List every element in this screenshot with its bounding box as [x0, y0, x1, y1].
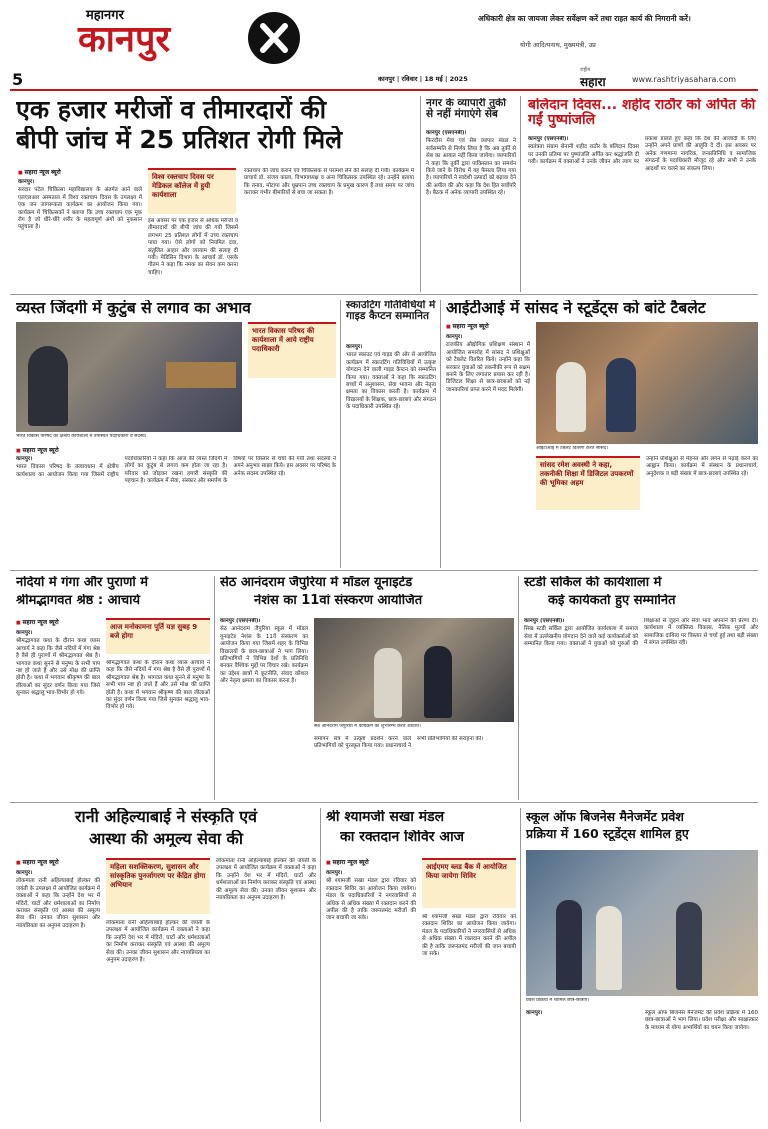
a2-headline: नगर के व्यापारी तुर्की से नहीं मंगाएंगे सेब — [426, 98, 506, 121]
page-number: 5 — [12, 70, 24, 89]
a10-headline-1: रानी अहिल्याबाई ने संस्कृति एवं — [75, 808, 257, 826]
a4-body — [16, 456, 336, 566]
a4-place: कानपुर। — [16, 456, 33, 462]
divider — [520, 808, 521, 1122]
website-url[interactable]: www.rashtriyasahara.com — [632, 75, 737, 84]
a12-photo-caption: प्रवेश प्रक्रिया में शामिल छात्र-छात्राएं। — [526, 998, 590, 1003]
a6-byline: ■ सहारा न्यूज ब्यूरो — [446, 322, 530, 330]
a8-headline-2: नेशंस का 11वां संस्करण आयोजित — [254, 594, 423, 608]
a9-body-text: सिख स्टडी सर्किल द्वारा आयोजित कार्यशाला में समाज सेवा में उल्लेखनीय योगदान देने वाले कई कार्यकर्ताओं को सम्मानित किया गया। वक्ताओं ने युवाओं को गुरुओं की शिक्षाओं से जुड़ने और सेवा भाव अपनाने की प्रेरणा दी। कार्यशाला में व्यक्तित्व विकास, नैतिक मूल्यों और सामाजिक दायित्व पर विस्तार से चर्चा हुई तथा बड़ी संख्या में संगत उपस्थित रही। — [524, 618, 758, 648]
a1-byline: ■ सहारा न्यूज ब्यूरो — [18, 168, 142, 176]
a11-body-2: श्री श्यामजी सखा मंडल द्वारा रविवार को रक्तदान शिविर का आयोजन किया जायेगा। मंडल के पदाधिकारियों ने नगरवासियों से अधिक से अधिक संख्या में रक्तदान करने की अपील की है ताकि जरूरतमंद मरीजों की जान बचायी जा सके। — [422, 914, 516, 958]
a8-photo-caption: सेठ आनंदराम जैपुरिया में कार्यक्रम का शुभारम्भ करते अतिथि। — [314, 724, 421, 729]
a1-headline-1: एक हजार मरीजों व तीमारदारों की — [16, 96, 327, 123]
divider — [440, 300, 441, 568]
a11-body — [326, 870, 416, 1120]
a10-highlight-box: महिला सशक्तिकरण, सुशासन और सांस्कृतिक पुनर्जागरण पर केंद्रित होगा अभियान — [106, 858, 210, 914]
a11-byline: ■ सहारा न्यूज ब्यूरो — [326, 858, 416, 866]
a3-body — [528, 136, 756, 290]
a4-body-text: भारत विकास परिषद के तत्वावधान में क्षेत्रीय कार्यशाला का आयोजन किया गया जिसमें राष्ट्रीय पदाधिकारियों ने कहा कि आज की व्यस्त जिंदगी में लोगों का कुटुंब से लगाव कम होता जा रहा है। परिवार को जोड़कर रखना हमारी संस्कृति की पहचान है। कार्यक्रम में सेवा, संस्कार और समर्पण के विषयों पर विस्तार से चर्चा की गयी तथा सदस्यों ने अपने अनुभव साझा किये। इस अवसर पर परिषद के अनेक सदस्य उपस्थित रहे। — [16, 456, 336, 485]
a4-photo-caption: भारत विकास परिषद की क्षेत्रीय कार्यशाला में उपस्थित पदाधिकारी व सदस्य। — [16, 434, 147, 439]
a8-photo — [314, 618, 514, 722]
divider — [214, 576, 215, 800]
a7-body-2: श्रीमद्भागवत कथा के दौरान कथा व्यास आचार्य ने कहा कि जैसे नदियों में गंगा श्रेष्ठ है वैसे ही पुराणों में श्रीमद्भागवत श्रेष्ठ है। भागवत कथा सुनने से मनुष्य के सभी पाप नष्ट हो जाते हैं और उसे मोक्ष की प्राप्ति होती है। कथा में भगवान श्रीकृष्ण की बाल लीलाओं का सुंदर वर्णन किया गया जिसे सुनकर श्रद्धालु भाव-विभोर हो गये। — [106, 660, 210, 711]
a6-headline: आईटीआई में सांसद ने स्टूडेंट्स को बांटे टैबलेट — [446, 300, 706, 317]
a9-place: कानपुर (एसएनबी)। — [524, 618, 565, 624]
a9-headline-1: स्टडी सर्किल की कार्यशाला में — [524, 576, 662, 590]
a10-body — [16, 870, 100, 1120]
a6-photo — [536, 322, 758, 444]
a8-headline-1: सेठ आनंदराम जैपुरिया में मॉडल यूनाइटेड — [220, 576, 413, 590]
divider — [340, 300, 341, 568]
a5-body-text: भारत स्काउट एवं गाइड की ओर से आयोजित कार्यक्रम में स्काउटिंग गतिविधियों में उत्कृष्ट योगदान देने वाली गाइड कैप्टन को सम्मानित किया गया। वक्ताओं ने कहा कि स्काउटिंग बच्चों में अनुशासन, सेवा भावना और नेतृत्व क्षमता का विकास करती है। कार्यक्रम में विद्यालयों के शिक्षक, छात्र-छात्राएं और संगठन के पदाधिकारी उपस्थित रहे। — [346, 352, 436, 411]
a5-body — [346, 344, 436, 566]
brand-prefix: राष्ट्रीय — [580, 67, 591, 73]
a1-col3: रक्तचाप की जांच कराने एवं चिकित्सक से परामर्श लेने की सलाह दी गयी। कार्यक्रम में प्राचार्य डॉ. संजय काला, विभागाध्यक्ष व अन्य चिकित्सक उपस्थित रहे। उन्होंने बताया कि तनाव, मोटापा और धूम्रपान उच्च रक्तचाप के प्रमुख कारण हैं तथा समय पर जांच कराकर गंभीर बीमारियों से बचा जा सकता है। — [244, 168, 414, 197]
masthead-small-title: महानगर — [86, 8, 124, 23]
a2-place: कानपुर (एसएनबी)। — [426, 130, 467, 136]
a10-body-3: लोकमाता रानी अहिल्याबाई होल्कर की जयंती के उपलक्ष्य में आयोजित कार्यक्रम में वक्ताओं ने कहा कि उन्होंने देश भर में मंदिरों, घाटों और धर्मशालाओं का निर्माण कराकर संस्कृति एवं आस्था की अमूल्य सेवा की। उनका जीवन सुशासन और न्यायप्रियता का अनुपम उदाहरण है। — [216, 858, 316, 902]
a1-col2: इस अवसर पर एक हजार से अधिक मरीजों व तीमारदारों की बीपी जांच की गयी जिसमें लगभग 25 प्रतिशत लोगों में उच्च रक्तचाप पाया गया। ऐसे लोगों को नियमित दवा, संतुलित आहार और व्यायाम की सलाह दी गयी। मेडिसिन विभाग के आचार्य डॉ. एसके गौतम ने कहा कि नमक का सेवन कम करना चाहिए। — [148, 218, 238, 276]
photo-figure — [596, 906, 622, 990]
a12-headline-1: स्कूल ऑफ बिजनेस मैनेजमेंट प्रवेश — [526, 810, 684, 824]
a7-body — [16, 630, 100, 798]
dateline: कानपुर | रविवार | 18 मई | 2025 — [378, 75, 468, 83]
masthead-x-logo — [248, 12, 300, 64]
a10-place: कानपुर। — [16, 870, 33, 876]
a7-place: कानपुर। — [16, 630, 33, 636]
divider — [10, 802, 758, 803]
a12-body-text: स्कूल ऑफ बिजनेस मैनेजमेंट की प्रवेश प्रक्रिया में 160 छात्र-छात्राओं ने भाग लिया। प्रवेश परीक्षा और साक्षात्कार के माध्यम से योग्य अभ्यर्थियों का चयन किया जायेगा। — [645, 1010, 758, 1031]
a4-byline-block — [16, 446, 106, 454]
a1-col1-text: सरदार पटेल चिकित्सा महाविद्यालय के अंतर्गत आने वाले एलएलआर अस्पताल में विश्व रक्तचाप दिवस के उपलक्ष्य में एक जन जागरूकता कार्यक्रम का आयोजन किया गया। कार्यक्रम में चिकित्सकों ने बताया कि उच्च रक्तचाप एक मूक रोग है जो धीरे-धीरे शरीर के महत्वपूर्ण अंगों को नुकसान पहुंचाता है। — [18, 187, 142, 231]
a1-col1 — [18, 179, 142, 283]
a4-highlight-box: भारत विकास परिषद की कार्यशाला में आये राष्ट्रीय पदाधिकारी — [248, 322, 336, 378]
a7-headline-1: नदियों में गंगा और पुराणों में — [16, 576, 149, 590]
a6-highlight-box: सांसद रमेश अवस्थी ने कहा, तकनीकी शिक्षा में डिजिटल उपकरणों की भूमिका अहम — [536, 456, 640, 510]
a8-place: कानपुर (एसएनबी)। — [220, 618, 261, 624]
a6-body — [446, 334, 530, 566]
a11-byline-block — [326, 858, 416, 866]
a3-body-text: स्वतंत्रता संग्राम सेनानी शहीद राठौर के बलिदान दिवस पर उनकी प्रतिमा पर पुष्पांजलि अर्पित कर श्रद्धांजलि दी गयी। कार्यक्रम में वक्ताओं ने उनके जीवन और त्याग पर प्रकाश डालते हुए कहा कि देश की आजादी के लिए उन्होंने अपने प्राणों की आहुति दे दी। इस अवसर पर अनेक गणमान्य नागरिक, जनप्रतिनिधि व सामाजिक संगठनों के पदाधिकारी मौजूद रहे और सभी ने उनके आदर्शों पर चलने का संकल्प लिया। — [528, 136, 756, 172]
a9-body — [524, 618, 758, 798]
header-quote-author: योगी आदित्यनाथ, मुख्यमंत्री, उप्र — [520, 41, 596, 49]
divider — [320, 808, 321, 1122]
a6-byline-block — [446, 322, 530, 330]
a6-body-text: राजकीय औद्योगिक प्रशिक्षण संस्थान में आयोजित समारोह में सांसद ने प्रशिक्षुओं को टैबलेट वितरित किये। उन्होंने कहा कि सरकार युवाओं को तकनीकी रूप से सक्षम बनाने के लिए लगातार प्रयास कर रही है। डिजिटल शिक्षा से छात्र-छात्राओं को नई जानकारियां प्राप्त करने में मदद मिलेगी। — [446, 342, 530, 393]
a7-byline-block — [16, 618, 100, 626]
photo-figure — [28, 346, 68, 426]
a12-headline-2: प्रक्रिया में 160 स्टूडेंट्स शामिल हुए — [526, 827, 689, 841]
x-icon — [248, 12, 300, 64]
divider — [10, 570, 758, 571]
a5-place: कानपुर। — [346, 344, 363, 350]
masthead-rule — [10, 89, 758, 91]
a11-highlight-box: आईएमए ब्लड बैंक में आयोजित किया जायेगा शिविर — [422, 858, 516, 908]
a7-highlight-box: आज मनोकामना पूर्ति यज्ञ सुबह 9 बजे होगा — [106, 618, 210, 654]
a1-byline-block — [18, 168, 142, 283]
a2-body-text: फिरदौस मेवा एवं सेब व्यापार मंडल ने सर्वसम्मति से निर्णय लिया है कि अब तुर्की से सेब का आयात नहीं किया जायेगा। व्यापारियों ने कहा कि तुर्की द्वारा पाकिस्तान का समर्थन किये जाने के विरोध में यह फैसला लिया गया है। व्यापारियों ने स्वदेशी उत्पादों को बढ़ावा देने की अपील की और कहा कि देश हित सर्वोपरि है। बैठक में अनेक व्यापारी उपस्थित रहे। — [426, 138, 516, 197]
a6-place: कानपुर। — [446, 334, 463, 340]
a3-headline: बलिदान दिवस... शहीद राठौर को अर्पित की गईं पुष्पांजलि — [528, 98, 756, 129]
a12-body — [526, 1010, 758, 1120]
masthead — [0, 0, 768, 92]
header-quote: अधिकारी क्षेत्र का जायजा लेकर सर्वेक्षण करें तथा राहत कार्य की निगरानी करें। — [478, 14, 691, 23]
photo-figure — [676, 902, 702, 990]
a12-place: कानपुर। — [526, 1010, 543, 1016]
divider — [518, 576, 519, 800]
a7-headline-2: श्रीमद्भागवत श्रेष्ठ : आचार्य — [16, 594, 141, 608]
a7-byline: ■ सहारा न्यूज ब्यूरो — [16, 618, 100, 626]
a7-body-text: श्रीमद्भागवत कथा के दौरान कथा व्यास आचार्य ने कहा कि जैसे नदियों में गंगा श्रेष्ठ है वैसे ही पुराणों में श्रीमद्भागवत श्रेष्ठ है। भागवत कथा सुनने से मनुष्य के सभी पाप नष्ट हो जाते हैं और उसे मोक्ष की प्राप्ति होती है। कथा में भगवान श्रीकृष्ण की बाल लीलाओं का सुंदर वर्णन किया गया जिसे सुनकर श्रद्धालु भाव-विभोर हो गये। — [16, 638, 100, 697]
a11-body-text: श्री श्यामजी सखा मंडल द्वारा रविवार को रक्तदान शिविर का आयोजन किया जायेगा। मंडल के पदाधिकारियों ने नगरवासियों से अधिक से अधिक संख्या में रक्तदान करने की अपील की है ताकि जरूरतमंद मरीजों की जान बचायी जा सके। — [326, 878, 416, 922]
a4-headline: व्यस्त जिंदगी में कुटुंब से लगाव का अभाव — [16, 300, 251, 317]
a8-body-2: समापन सत्र में उत्कृष्ट प्रदर्शन करने वाले प्रतिभागियों को पुरस्कृत किया गया। प्रधानाचार्य ने सभी प्रतिभागियों की सराहना की। — [314, 736, 484, 750]
brand-logo: सहारा — [580, 75, 606, 89]
a3-place: कानपुर (एसएनबी)। — [528, 136, 569, 142]
a1-place: कानपुर। — [18, 179, 35, 185]
a10-byline-block — [16, 858, 100, 866]
a12-photo — [526, 850, 758, 996]
a10-headline-2: आस्था की अमूल्य सेवा की — [88, 830, 243, 848]
a8-body-text: सेठ आनंदराम जैपुरिया स्कूल में मॉडल यूनाइटेड नेशंस के 11वें संस्करण का आयोजन किया गया जिसमें शहर के विभिन्न विद्यालयों के छात्र-छात्राओं ने भाग लिया। प्रतिभागियों ने विभिन्न देशों के प्रतिनिधि बनकर वैश्विक मुद्दों पर विचार रखे। कार्यक्रम का उद्देश्य छात्रों में कूटनीति, संवाद कौशल और नेतृत्व क्षमता का विकास करना है। — [220, 626, 308, 685]
a1-headline-2: बीपी जांच में 25 प्रतिशत रोगी मिले — [16, 126, 343, 153]
a4-byline: ■ सहारा न्यूज ब्यूरो — [16, 446, 106, 454]
a11-headline-2: का रक्तदान शिविर आज — [340, 830, 465, 845]
a6-body-2: उन्होंने प्रशिक्षुओं से मेहनत और लगन से पढ़ाई करने का आह्वान किया। कार्यक्रम में संस्थान के प्रधानाचार्य, अनुदेशक व बड़ी संख्या में छात्र-छात्राएं उपस्थित रहे। — [646, 456, 758, 477]
a1-highlight-box: विश्व रक्तचाप दिवस पर मेडिकल कॉलेज में हुयी कार्यशाला — [148, 168, 236, 214]
a5-headline: स्काउटिंग गतिविधियों में गाइड कैप्टन सम्मानित — [346, 300, 436, 323]
a8-body — [220, 618, 308, 798]
photo-figure — [606, 358, 636, 432]
a10-byline: ■ सहारा न्यूज ब्यूरो — [16, 858, 100, 866]
photo-figure — [374, 648, 402, 718]
a11-place: कानपुर। — [326, 870, 343, 876]
photo-figure — [556, 900, 582, 990]
a6-photo-caption: आईटीआई में टैबलेट वितरण करते सांसद। — [536, 446, 609, 451]
divider — [10, 294, 758, 295]
a4-photo — [16, 322, 242, 432]
a2-body — [426, 130, 516, 290]
masthead-title: कानपुर — [78, 19, 171, 60]
divider — [520, 96, 521, 292]
a10-body-2: लोकमाता रानी अहिल्याबाई होल्कर की जयंती के उपलक्ष्य में आयोजित कार्यक्रम में वक्ताओं ने कहा कि उन्होंने देश भर में मंदिरों, घाटों और धर्मशालाओं का निर्माण कराकर संस्कृति एवं आस्था की अमूल्य सेवा की। उनका जीवन सुशासन और न्यायप्रियता का अनुपम उदाहरण है। — [106, 920, 210, 964]
divider — [420, 96, 421, 292]
a10-body-text: लोकमाता रानी अहिल्याबाई होल्कर की जयंती के उपलक्ष्य में आयोजित कार्यक्रम में वक्ताओं ने कहा कि उन्होंने देश भर में मंदिरों, घाटों और धर्मशालाओं का निर्माण कराकर संस्कृति एवं आस्था की अमूल्य सेवा की। उनका जीवन सुशासन और न्यायप्रियता का अनुपम उदाहरण है। — [16, 878, 100, 929]
a11-headline-1: श्री श्यामजी सखा मंडल — [326, 810, 445, 825]
photo-table — [166, 362, 236, 388]
a9-headline-2: कई कार्यकर्ता हुए सम्मानित — [548, 594, 676, 608]
photo-figure — [556, 362, 586, 432]
photo-figure — [424, 646, 452, 718]
